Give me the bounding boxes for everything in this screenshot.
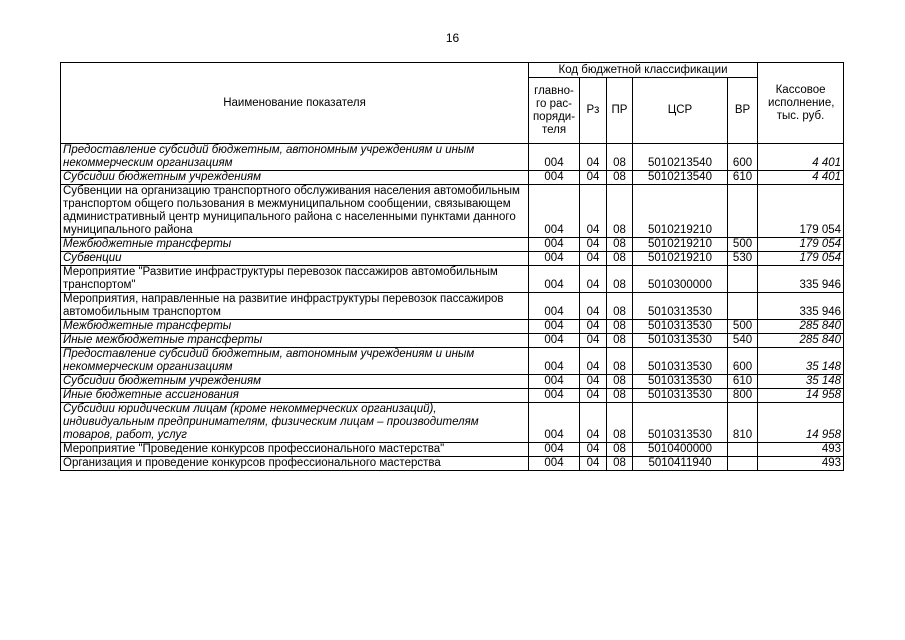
row-sum: 285 840 xyxy=(758,334,844,348)
table-row xyxy=(61,293,844,320)
row-rz: 04 xyxy=(580,348,607,375)
row-vr: 600 xyxy=(728,144,758,171)
header-vr: ВР xyxy=(728,78,758,144)
table-row xyxy=(61,144,844,171)
row-sum: 179 054 xyxy=(758,185,844,238)
row-csr: 5010219210 xyxy=(633,238,728,252)
row-csr: 5010219210 xyxy=(633,185,728,238)
row-rz: 04 xyxy=(580,293,607,320)
row-glav: 004 xyxy=(529,348,580,375)
row-csr: 5010411940 xyxy=(633,457,728,471)
row-sum: 14 958 xyxy=(758,389,844,403)
table-row xyxy=(61,403,844,443)
row-pr: 08 xyxy=(607,443,633,457)
row-glav: 004 xyxy=(529,252,580,266)
row-vr xyxy=(728,443,758,457)
row-glav: 004 xyxy=(529,144,580,171)
row-csr: 5010313530 xyxy=(633,293,728,320)
row-pr: 08 xyxy=(607,171,633,185)
row-name: Организация и проведение конкурсов профессионального мастерства xyxy=(61,457,529,471)
row-rz: 04 xyxy=(580,171,607,185)
row-rz: 04 xyxy=(580,375,607,389)
row-name: Субсидии бюджетным учреждениям xyxy=(61,171,529,185)
row-name: Субсидии бюджетным учреждениям xyxy=(61,375,529,389)
row-name: Субсидии юридическим лицам (кроме некоммерческих организаций), индивидуальным предпринимателям, физическим лицам – производителям товаров, работ, услуг xyxy=(61,403,529,443)
row-glav: 004 xyxy=(529,266,580,293)
row-rz: 04 xyxy=(580,252,607,266)
row-vr: 800 xyxy=(728,389,758,403)
row-name: Субвенции на организацию транспортного обслуживания населения автомобильным транспортом общего пользования в межмуниципальном сообщении, связывающем административный центр муниципального района с населенными пунктами данного муниципального района xyxy=(61,185,529,238)
row-glav: 004 xyxy=(529,320,580,334)
row-rz: 04 xyxy=(580,443,607,457)
row-rz: 04 xyxy=(580,320,607,334)
row-vr xyxy=(728,266,758,293)
row-pr: 08 xyxy=(607,266,633,293)
row-sum: 35 148 xyxy=(758,375,844,389)
row-pr: 08 xyxy=(607,334,633,348)
row-rz: 04 xyxy=(580,266,607,293)
header-sum: Кассовое исполнение, тыс. руб. xyxy=(758,63,844,144)
row-sum: 179 054 xyxy=(758,252,844,266)
row-sum: 335 946 xyxy=(758,293,844,320)
row-rz: 04 xyxy=(580,403,607,443)
row-pr: 08 xyxy=(607,252,633,266)
row-glav: 004 xyxy=(529,293,580,320)
row-name: Межбюджетные трансферты xyxy=(61,320,529,334)
row-rz: 04 xyxy=(580,457,607,471)
row-glav: 004 xyxy=(529,334,580,348)
row-csr: 5010313530 xyxy=(633,320,728,334)
row-csr: 5010300000 xyxy=(633,266,728,293)
table-row xyxy=(61,266,844,293)
row-vr: 500 xyxy=(728,320,758,334)
row-pr: 08 xyxy=(607,348,633,375)
row-glav: 004 xyxy=(529,389,580,403)
row-glav: 004 xyxy=(529,185,580,238)
row-sum: 4 401 xyxy=(758,144,844,171)
row-pr: 08 xyxy=(607,375,633,389)
table-body xyxy=(61,144,844,471)
table-row xyxy=(61,320,844,334)
table-row xyxy=(61,252,844,266)
row-glav: 004 xyxy=(529,443,580,457)
row-pr: 08 xyxy=(607,144,633,171)
row-glav: 004 xyxy=(529,238,580,252)
budget-table xyxy=(60,62,844,471)
table-row xyxy=(61,443,844,457)
row-glav: 004 xyxy=(529,457,580,471)
row-name: Субвенции xyxy=(61,252,529,266)
table-row xyxy=(61,348,844,375)
row-csr: 5010213540 xyxy=(633,171,728,185)
row-sum: 493 xyxy=(758,443,844,457)
row-vr xyxy=(728,457,758,471)
row-pr: 08 xyxy=(607,293,633,320)
row-glav: 004 xyxy=(529,375,580,389)
row-sum: 335 946 xyxy=(758,266,844,293)
row-pr: 08 xyxy=(607,403,633,443)
row-pr: 08 xyxy=(607,238,633,252)
row-rz: 04 xyxy=(580,238,607,252)
row-pr: 08 xyxy=(607,320,633,334)
row-rz: 04 xyxy=(580,144,607,171)
header-csr: ЦСР xyxy=(633,78,728,144)
row-csr: 5010400000 xyxy=(633,443,728,457)
row-rz: 04 xyxy=(580,389,607,403)
row-sum: 14 958 xyxy=(758,403,844,443)
page-number: 16 xyxy=(445,31,460,45)
row-sum: 4 401 xyxy=(758,171,844,185)
row-sum: 35 148 xyxy=(758,348,844,375)
row-vr: 540 xyxy=(728,334,758,348)
row-vr: 500 xyxy=(728,238,758,252)
row-sum: 179 054 xyxy=(758,238,844,252)
row-csr: 5010219210 xyxy=(633,252,728,266)
row-vr: 610 xyxy=(728,375,758,389)
row-glav: 004 xyxy=(529,171,580,185)
row-vr xyxy=(728,293,758,320)
row-csr: 5010313530 xyxy=(633,389,728,403)
table-row xyxy=(61,238,844,252)
row-vr: 600 xyxy=(728,348,758,375)
table-row xyxy=(61,375,844,389)
header-pr: ПР xyxy=(607,78,633,144)
row-name: Мероприятие "Проведение конкурсов профессионального мастерства" xyxy=(61,443,529,457)
row-csr: 5010213540 xyxy=(633,144,728,171)
table-row xyxy=(61,185,844,238)
row-pr: 08 xyxy=(607,457,633,471)
row-vr: 810 xyxy=(728,403,758,443)
table-row xyxy=(61,457,844,471)
row-csr: 5010313530 xyxy=(633,403,728,443)
header-rz: Рз xyxy=(580,78,607,144)
row-vr: 610 xyxy=(728,171,758,185)
row-csr: 5010313530 xyxy=(633,375,728,389)
row-sum: 285 840 xyxy=(758,320,844,334)
row-vr: 530 xyxy=(728,252,758,266)
table-row xyxy=(61,171,844,185)
row-vr xyxy=(728,185,758,238)
row-csr: 5010313530 xyxy=(633,348,728,375)
row-name: Межбюджетные трансферты xyxy=(61,238,529,252)
row-name: Предоставление субсидий бюджетным, автономным учреждениям и иным некоммерческим организациям xyxy=(61,348,529,375)
table-row xyxy=(61,334,844,348)
table-row xyxy=(61,389,844,403)
row-name: Иные межбюджетные трансферты xyxy=(61,334,529,348)
row-name: Мероприятие "Развитие инфраструктуры перевозок пассажиров автомобильным транспортом" xyxy=(61,266,529,293)
header-glav: главно-го рас-поряди-теля xyxy=(529,78,580,144)
row-csr: 5010313530 xyxy=(633,334,728,348)
row-rz: 04 xyxy=(580,334,607,348)
row-sum: 493 xyxy=(758,457,844,471)
header-name: Наименование показателя xyxy=(61,63,529,144)
row-pr: 08 xyxy=(607,185,633,238)
row-name: Мероприятия, направленные на развитие инфраструктуры перевозок пассажиров автомобильным транспортом xyxy=(61,293,529,320)
row-rz: 04 xyxy=(580,185,607,238)
row-name: Иные бюджетные ассигнования xyxy=(61,389,529,403)
row-glav: 004 xyxy=(529,403,580,443)
header-kbk: Код бюджетной классификации xyxy=(529,63,758,78)
row-pr: 08 xyxy=(607,389,633,403)
row-name: Предоставление субсидий бюджетным, автономным учреждениям и иным некоммерческим организациям xyxy=(61,144,529,171)
